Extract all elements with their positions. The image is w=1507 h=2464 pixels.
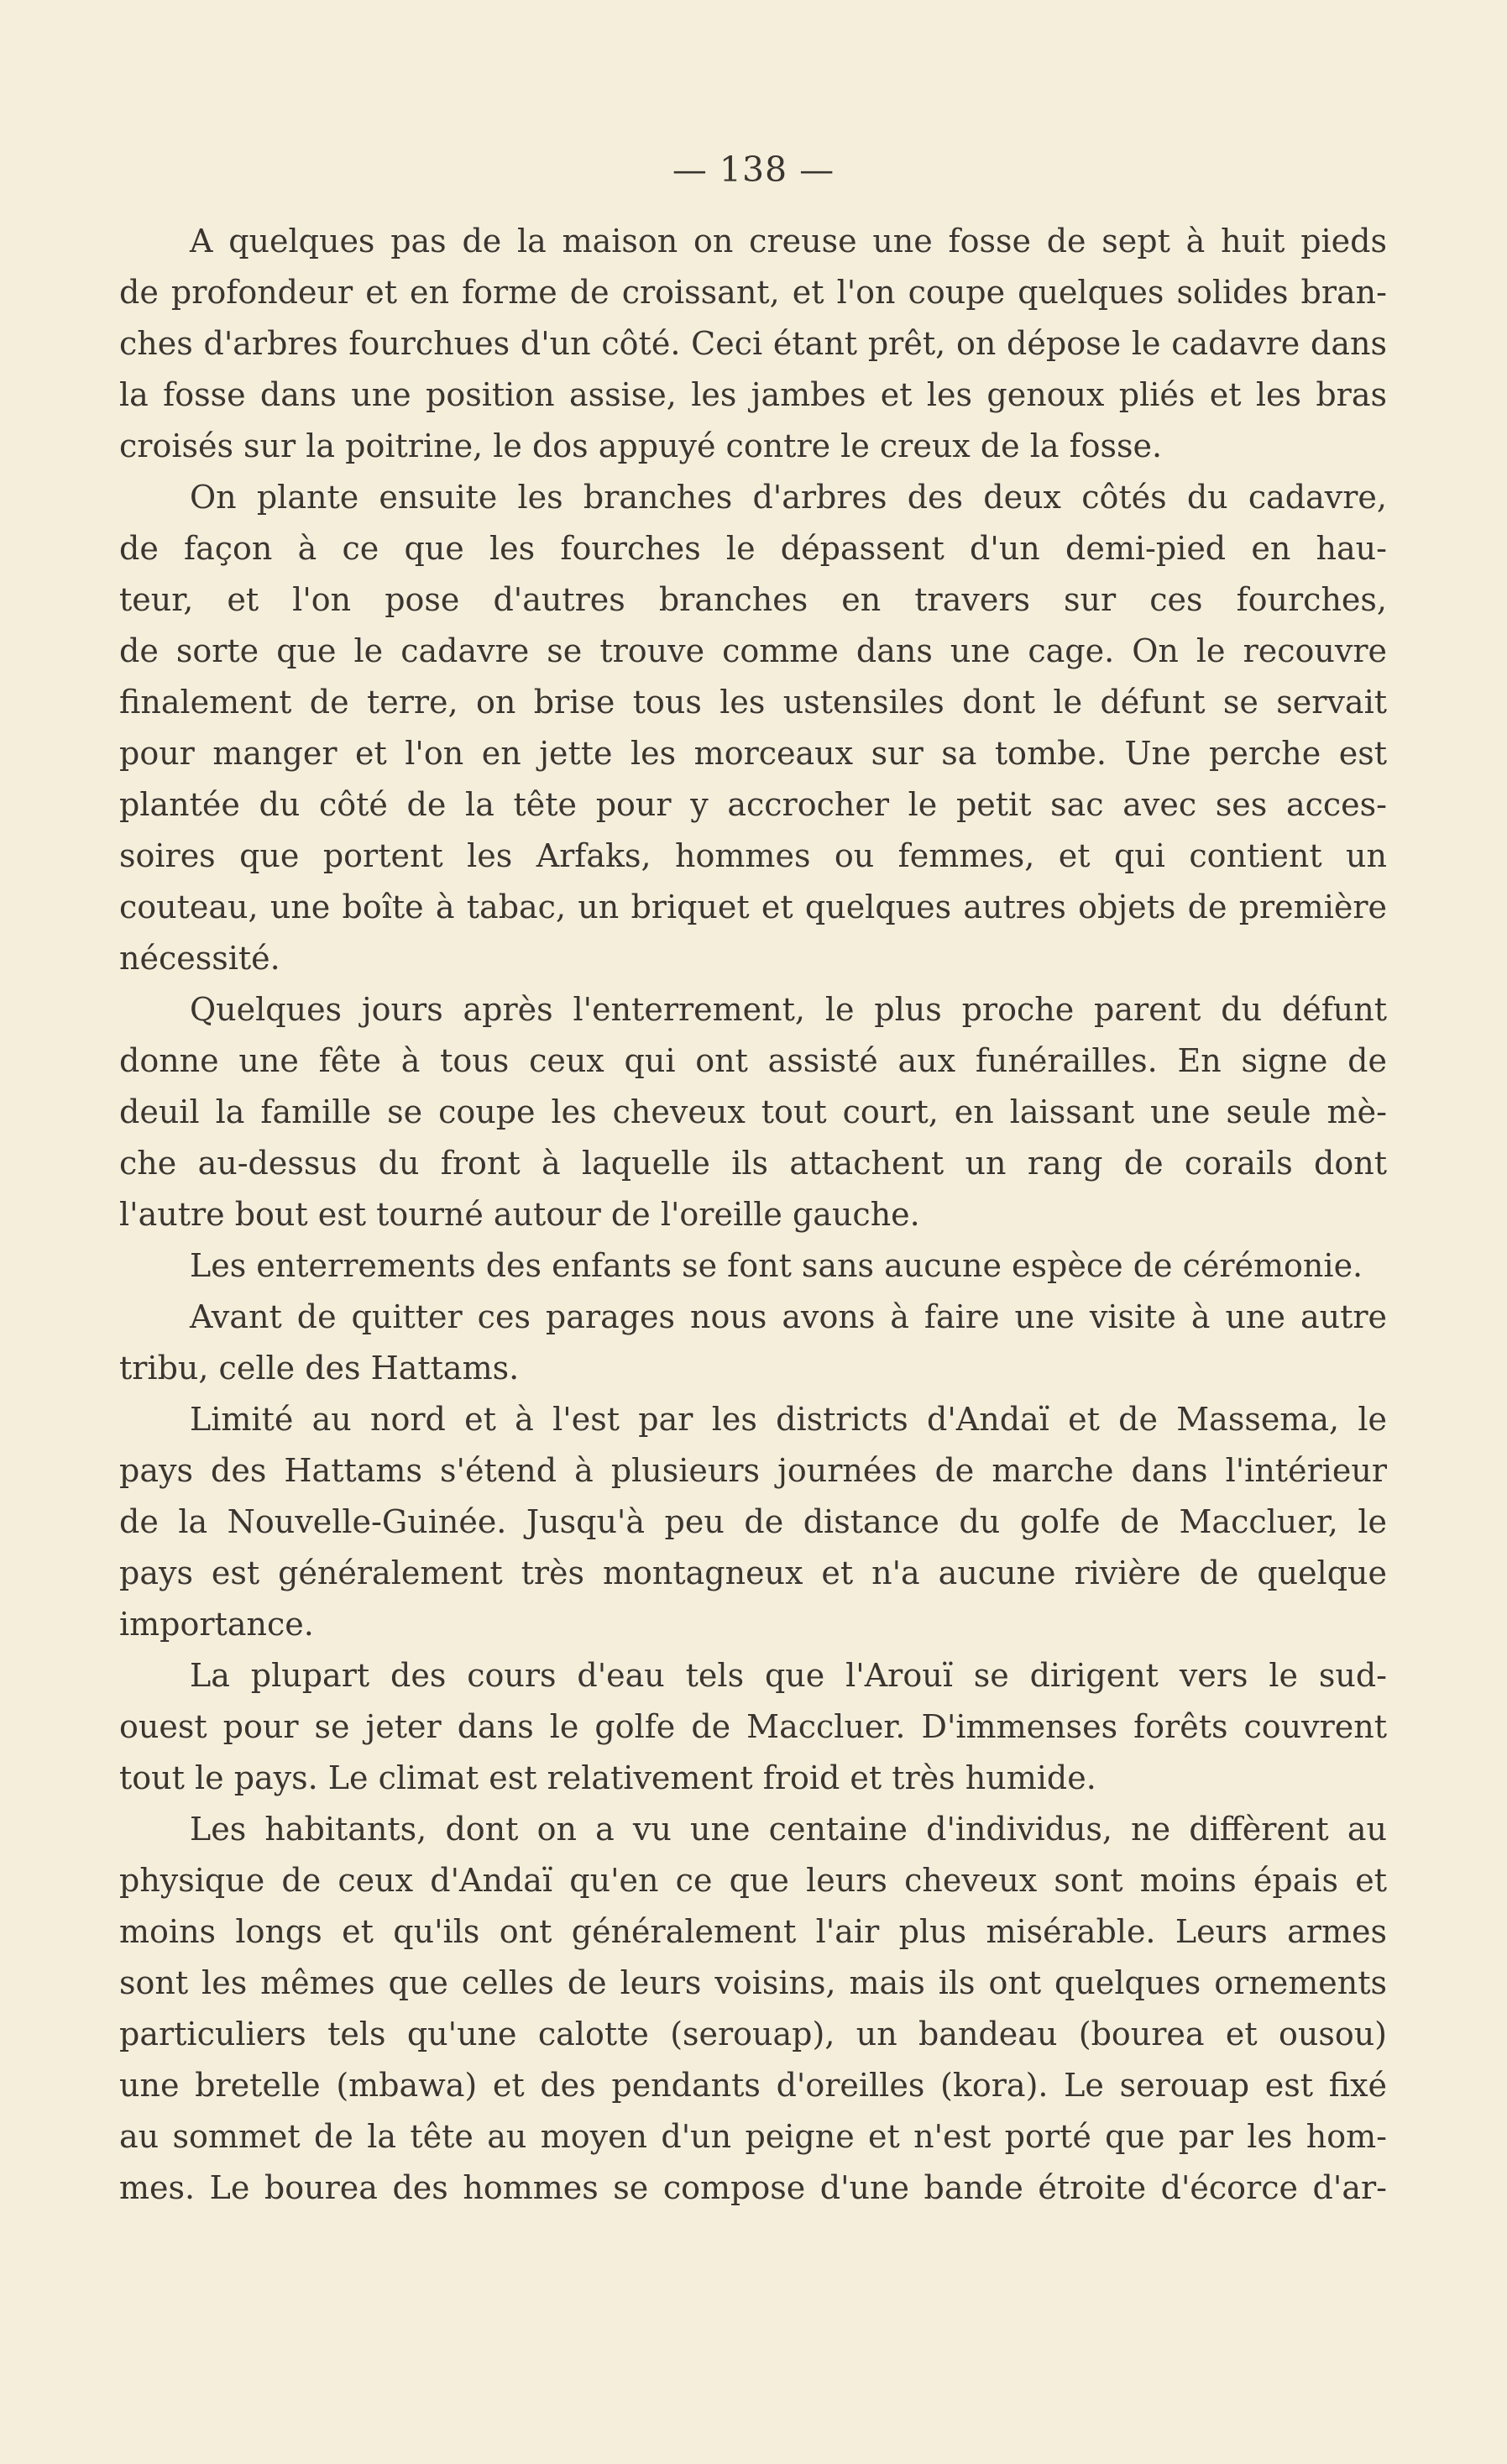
text-line: tribu, celle des Hattams. — [119, 1350, 520, 1387]
text-line: Limité au nord et à l'est par les districts d'Andaï et de Massema, le — [190, 1401, 1387, 1438]
text-line: mes. Le bourea des hommes se compose d'une bande étroite d'écorce d'ar- — [119, 2169, 1387, 2206]
text-line: pour manger et l'on en jette les morceaux sur sa tombe. Une perche est — [119, 735, 1387, 772]
text-line: soires que portent les Arfaks, hommes ou femmes, et qui contient un — [119, 837, 1387, 874]
text-line: de la Nouvelle-Guinée. Jusqu'à peu de distance du golfe de Maccluer, le — [119, 1503, 1387, 1540]
text-line: deuil la famille se coupe les cheveux tout court, en laissant une seule mè- — [119, 1093, 1387, 1130]
text-line: finalement de terre, on brise tous les ustensiles dont le défunt se servait — [119, 684, 1387, 721]
text-line: moins longs et qu'ils ont généralement l'air plus misérable. Leurs armes — [119, 1913, 1387, 1950]
text-line: pays est généralement très montagneux et n'a aucune rivière de quelque — [119, 1554, 1387, 1591]
text-line: particuliers tels qu'une calotte (serouap), un bandeau (bourea et ousou) — [119, 2016, 1387, 2052]
text-line: au sommet de la tête au moyen d'un peigne et n'est porté que par les hom- — [119, 2118, 1387, 2155]
text-line: une bretelle (mbawa) et des pendants d'oreilles (kora). Le serouap est fixé — [119, 2067, 1387, 2104]
text-line: che au-dessus du front à laquelle ils attachent un rang de corails dont — [119, 1145, 1387, 1182]
text-line: la fosse dans une position assise, les jambes et les genoux pliés et les bras — [119, 376, 1387, 413]
text-line: sont les mêmes que celles de leurs voisins, mais ils ont quelques ornements — [119, 1964, 1387, 2001]
text-line: A quelques pas de la maison on creuse une fosse de sept à huit pieds — [190, 223, 1387, 260]
text-line: de sorte que le cadavre se trouve comme dans une cage. On le recouvre — [119, 632, 1387, 669]
text-line: physique de ceux d'Andaï qu'en ce que leurs cheveux sont moins épais et — [119, 1862, 1387, 1899]
text-line: plantée du côté de la tête pour y accrocher le petit sac avec ses acces- — [119, 786, 1387, 823]
text-line: pays des Hattams s'étend à plusieurs journées de marche dans l'intérieur — [119, 1452, 1387, 1489]
body-text — [119, 216, 1387, 2214]
text-line: Avant de quitter ces parages nous avons à faire une visite à une autre — [190, 1298, 1387, 1335]
text-line: ouest pour se jeter dans le golfe de Maccluer. D'immenses forêts couvrent — [119, 1708, 1387, 1745]
text-line: Les enterrements des enfants se font sans aucune espèce de cérémonie. — [190, 1247, 1363, 1284]
text-line: teur, et l'on pose d'autres branches en travers sur ces fourches, — [119, 581, 1387, 618]
text-line: Les habitants, dont on a vu une centaine d'individus, ne diffèrent au — [190, 1811, 1387, 1848]
text-line: nécessité. — [119, 940, 280, 977]
text-line: de façon à ce que les fourches le dépassent d'un demi-pied en hau- — [119, 530, 1387, 567]
text-line: donne une fête à tous ceux qui ont assisté aux funérailles. En signe de — [119, 1042, 1387, 1079]
text-line: On plante ensuite les branches d'arbres des deux côtés du cadavre, — [190, 479, 1387, 516]
text-line: La plupart des cours d'eau tels que l'Arouï se dirigent vers le sud- — [190, 1657, 1387, 1694]
text-line: l'autre bout est tourné autour de l'oreille gauche. — [119, 1196, 920, 1233]
page-number: — 138 — — [672, 149, 835, 190]
text-line: ches d'arbres fourchues d'un côté. Ceci étant prêt, on dépose le cadavre dans — [119, 325, 1387, 362]
text-line: Quelques jours après l'enterrement, le plus proche parent du défunt — [190, 991, 1387, 1028]
text-line: importance. — [119, 1606, 314, 1643]
text-line: de profondeur et en forme de croissant, et l'on coupe quelques solides bran- — [119, 274, 1387, 311]
text-line: tout le pays. Le climat est relativement froid et très humide. — [119, 1759, 1096, 1796]
text-line: croisés sur la poitrine, le dos appuyé contre le creux de la fosse. — [119, 427, 1163, 464]
text-line: couteau, une boîte à tabac, un briquet et quelques autres objets de première — [119, 889, 1387, 925]
